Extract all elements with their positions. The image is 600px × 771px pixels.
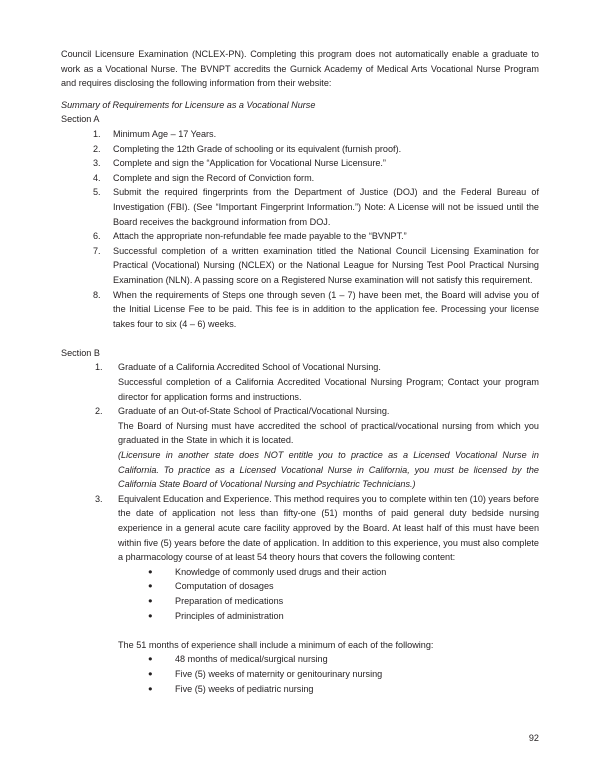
page-number: 92 [528,733,539,743]
list-item [61,609,539,624]
list-marker: 8. [93,289,101,300]
list-item-text: Attach the appropriate non-refundable fee made payable to the “BVNPT.” [113,231,407,242]
bullet-text: Five (5) weeks of pediatric nursing [175,683,314,694]
list-item [61,156,539,171]
bullet-text: Principles of administration [175,610,284,621]
bullet-icon: ● [148,566,153,576]
list-item [61,244,539,288]
experience-bullet-list [61,652,539,696]
bullet-icon: ● [148,683,153,693]
list-marker: 4. [93,172,101,183]
bullet-icon: ● [148,595,153,605]
list-marker: 2. [93,143,101,154]
summary-heading: Summary of Requirements for Licensure as a Vocational Nurse [61,99,316,110]
list-item [61,229,539,244]
list-item [61,594,539,609]
bullet-icon: ● [148,581,153,591]
section-b-label: Section B [61,347,100,358]
bullet-text: Computation of dosages [175,581,274,592]
list-item-body [118,360,539,404]
list-item [61,565,539,580]
list-item-body [118,492,539,565]
bullet-icon: ● [148,610,153,620]
list-item-text: Complete and sign the “Application for Vocational Nurse Licensure.” [113,158,386,169]
list-item [61,142,539,157]
list-marker: 2. [95,406,103,417]
spacer [61,91,539,98]
list-item [61,492,539,565]
bullet-text: 48 months of medical/surgical nursing [175,654,328,665]
bullet-icon: ● [148,654,153,664]
list-item-body [118,404,539,492]
spacer [61,331,539,346]
list-marker: 5. [93,187,101,198]
bullet-text: Knowledge of commonly used drugs and their action [175,566,387,577]
list-marker: 3. [95,493,103,504]
bullet-text: Preparation of medications [175,595,284,606]
list-item [61,652,539,667]
spacer [61,623,539,638]
list-marker: 1. [95,362,103,373]
list-item [61,127,539,142]
list-item [61,404,539,492]
list-item [61,288,539,332]
list-item [61,579,539,594]
section-a-label: Section A [61,114,100,125]
list-item [61,171,539,186]
list-item-italic-note: (Licensure in another state does NOT entitle you to practice as a Licensed Vocational Nurse in California. To practice as a Licensed Vocational Nurse in California, you must be licensed by the California State Board of Vocational Nursing and Psychiatric Technicians.) [118,450,539,490]
list-item-detail: Equivalent Education and Experience. This method requires you to complete within ten (10) years before the date of application not less than fifty-one (51) months of paid general duty bedside nursing experience in a general acute care facility approved by the Board. At least half of this must have been within five (5) years before the date of application. In addition to this experience, you must also complete a pharmacology course of at least 54 theory hours that covers the following content: [118,493,539,563]
list-item [61,682,539,697]
list-marker: 1. [93,128,101,139]
bullet-icon: ● [148,668,153,678]
bullet-text: Five (5) weeks of maternity or genitourinary nursing [175,668,383,679]
list-item [61,360,539,404]
list-item [61,185,539,229]
list-item-text: Minimum Age – 17 Years. [113,128,217,139]
list-item-title: Graduate of an Out-of-State School of Practical/Vocational Nursing. [118,406,390,417]
list-item-text: Completing the 12th Grade of schooling or its equivalent (furnish proof). [113,143,402,154]
list-item-text: Submit the required fingerprints from the Department of Justice (DOJ) and the Federal Bureau of Investigation (FBI). (See “Important Fingerprint Information.”) Note: A License will not be issued until the Board receives the background information from DOJ. [113,187,539,227]
list-item-text: When the requirements of Steps one through seven (1 – 7) have been met, the Board will advise you of the Initial License Fee to be paid. This fee is in addition to the application fee. Processing your license takes four to six (4 – 6) weeks. [113,289,539,329]
experience-intro-paragraph: The 51 months of experience shall include a minimum of each of the following: [118,639,434,650]
list-item-text: Complete and sign the Record of Conviction form. [113,172,315,183]
list-item-title: Graduate of a California Accredited School of Vocational Nursing. [118,362,381,373]
list-item-detail: Successful completion of a California Accredited Vocational Nursing Program; Contact your program director for application forms and instructions. [118,377,539,402]
section-b-list [61,360,539,564]
list-item-detail: The Board of Nursing must have accredited the school of practical/vocational nursing from which you graduated in the State in which it is located. [118,420,539,446]
list-item-text: Successful completion of a written examination titled the National Council Licensing Examination for Practical (Vocational) Nursing (NCLEX) or the National League for Nursing Test Pool Practical Nursing Examination (NLN). A passing score on a Registered Nurse examination will not satisfy this requirement. [113,245,539,285]
list-marker: 3. [93,158,101,169]
intro-paragraph: Council Licensure Examination (NCLEX-PN). Completing this program does not automatically enable a graduate to work as a Vocational Nurse. The BVNPT accredits the Gurnick Academy of Medical Arts Vocational Nurse Program and requires disclosing the following information from their website: [61,49,539,89]
list-item [61,667,539,682]
list-marker: 6. [93,231,101,242]
list-marker: 7. [93,245,101,256]
pharmacology-bullet-list [61,565,539,623]
section-a-list [61,127,539,331]
